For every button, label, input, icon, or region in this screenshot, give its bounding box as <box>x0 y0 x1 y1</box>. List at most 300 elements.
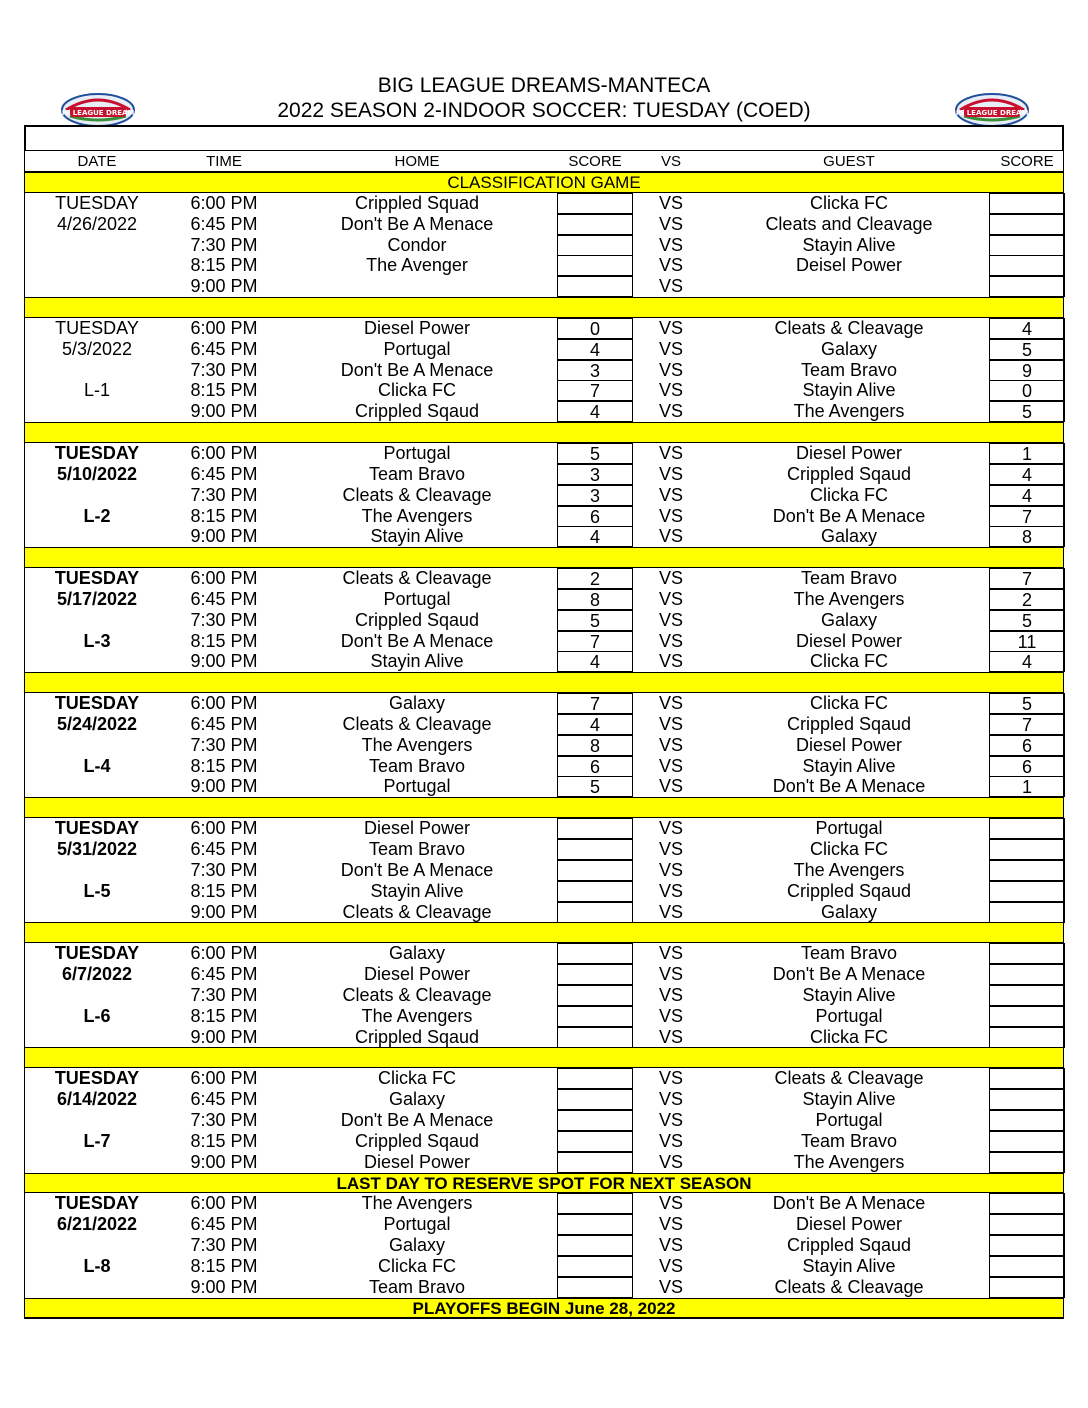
game-row <box>25 1068 1063 1089</box>
guest-score-box[interactable] <box>989 902 1065 923</box>
guest-score-box[interactable] <box>989 276 1065 297</box>
vs-label: VS <box>658 213 683 234</box>
home-score-box[interactable]: 2 <box>557 568 633 589</box>
time-cell: 7:30 PM <box>190 1109 258 1130</box>
date-cell: TUESDAY <box>54 568 140 589</box>
home-team-cell: Cleats & Cleavage <box>342 901 492 922</box>
vs-label: VS <box>658 234 683 255</box>
home-score-box[interactable]: 7 <box>557 693 633 714</box>
home-team-cell: Portugal <box>383 1214 451 1235</box>
home-team-cell: Condor <box>387 234 447 255</box>
home-score-box[interactable] <box>557 1152 633 1173</box>
home-score-box[interactable]: 4 <box>557 339 633 360</box>
banner-text: CLASSIFICATION GAME <box>447 173 641 192</box>
guest-score-box[interactable]: 5 <box>989 339 1065 360</box>
game-row <box>25 1152 1063 1173</box>
home-score-box[interactable]: 4 <box>557 714 633 735</box>
home-score-box[interactable]: 8 <box>557 589 633 610</box>
game-row <box>25 1193 1063 1214</box>
guest-team-cell: Crippled Sqaud <box>786 1235 912 1256</box>
date-cell: TUESDAY <box>54 693 140 714</box>
vs-label: VS <box>658 1089 683 1110</box>
time-cell: 6:45 PM <box>190 213 258 234</box>
game-row <box>25 1027 1063 1048</box>
vs-label: VS <box>658 1151 683 1172</box>
time-cell: 8:15 PM <box>190 505 258 526</box>
game-row <box>25 485 1063 506</box>
guest-team-cell: Cleats and Cleavage <box>765 213 933 234</box>
date-cell: TUESDAY <box>54 442 140 463</box>
date-cell: TUESDAY <box>54 1193 140 1214</box>
guest-score-box[interactable]: 8 <box>989 526 1065 547</box>
guest-score-box[interactable] <box>989 1068 1065 1089</box>
guest-team-cell: Diesel Power <box>795 442 903 463</box>
game-row <box>25 193 1063 214</box>
game-row <box>25 735 1063 756</box>
home-score-box[interactable]: 8 <box>557 735 633 756</box>
game-row <box>25 756 1063 777</box>
vs-label: VS <box>658 276 683 297</box>
time-cell: 7:30 PM <box>190 484 258 505</box>
time-cell: 8:15 PM <box>190 880 258 901</box>
game-row <box>25 1089 1063 1110</box>
guest-score-box[interactable] <box>989 1256 1065 1277</box>
guest-score-box[interactable] <box>989 255 1065 276</box>
guest-team-cell: The Avengers <box>793 1151 905 1172</box>
time-cell: 6:45 PM <box>190 463 258 484</box>
home-score-box[interactable] <box>557 276 633 297</box>
guest-score-box[interactable] <box>989 1193 1065 1214</box>
guest-team-cell: Team Bravo <box>800 359 898 380</box>
home-team-cell: Portugal <box>383 776 451 797</box>
vs-label: VS <box>658 1214 683 1235</box>
guest-team-cell: Don't Be A Menace <box>772 1193 926 1214</box>
home-score-box[interactable]: 7 <box>557 380 633 401</box>
guest-team-cell: Deisel Power <box>795 255 903 276</box>
date-cell: 6/14/2022 <box>56 1089 138 1110</box>
date-cell: 6/7/2022 <box>61 964 133 985</box>
home-team-cell: Portugal <box>383 442 451 463</box>
home-team-cell: Portugal <box>383 588 451 609</box>
column-header-guest-score: SCORE <box>1000 153 1054 170</box>
date-cell: L-5 <box>83 880 111 901</box>
game-row <box>25 506 1063 527</box>
home-score-box[interactable]: 4 <box>557 651 633 672</box>
time-cell: 6:00 PM <box>190 1193 258 1214</box>
time-cell: 7:30 PM <box>190 734 258 755</box>
guest-team-cell: Galaxy <box>820 901 878 922</box>
vs-label: VS <box>658 651 683 672</box>
guest-score-box[interactable] <box>989 1152 1065 1173</box>
game-row <box>25 360 1063 381</box>
home-score-box[interactable] <box>557 860 633 881</box>
date-cell: 5/24/2022 <box>56 713 138 734</box>
vs-label: VS <box>658 713 683 734</box>
game-row <box>25 631 1063 652</box>
home-team-cell: Crippled Squad <box>354 192 480 213</box>
game-row <box>25 881 1063 902</box>
vs-label: VS <box>658 1276 683 1297</box>
home-team-cell: Stayin Alive <box>370 880 464 901</box>
time-cell: 6:00 PM <box>190 192 258 213</box>
date-cell: 5/17/2022 <box>56 588 138 609</box>
guest-score-box[interactable]: 4 <box>989 318 1065 339</box>
home-score-box[interactable]: 4 <box>557 526 633 547</box>
guest-score-box[interactable]: 4 <box>989 464 1065 485</box>
vs-label: VS <box>658 255 683 276</box>
time-cell: 6:45 PM <box>190 839 258 859</box>
time-cell: 6:00 PM <box>190 1068 258 1089</box>
time-cell: 6:00 PM <box>190 693 258 714</box>
home-score-box[interactable] <box>557 881 633 902</box>
guest-team-cell: Team Bravo <box>800 568 898 589</box>
home-score-box[interactable] <box>557 1006 633 1027</box>
home-score-box[interactable]: 5 <box>557 610 633 631</box>
game-row <box>25 255 1063 276</box>
vs-label: VS <box>658 776 683 797</box>
guest-score-box[interactable]: 0 <box>989 380 1065 401</box>
date-cell: L-7 <box>83 1130 111 1151</box>
guest-score-box[interactable]: 7 <box>989 714 1065 735</box>
home-team-cell: Team Bravo <box>368 1276 466 1297</box>
home-team-cell: Clicka FC <box>377 380 456 401</box>
vs-label: VS <box>658 839 683 859</box>
home-team-cell: The Avengers <box>361 505 473 526</box>
game-row <box>25 1235 1063 1256</box>
home-score-box[interactable]: 3 <box>557 360 633 381</box>
time-cell: 8:15 PM <box>190 255 258 276</box>
time-cell: 6:00 PM <box>190 317 258 338</box>
game-row <box>25 443 1063 464</box>
date-cell: TUESDAY <box>54 943 140 964</box>
home-team-cell: Team Bravo <box>368 755 466 776</box>
home-score-box[interactable] <box>557 1235 633 1256</box>
time-cell: 6:45 PM <box>190 1214 258 1235</box>
time-cell: 9:00 PM <box>190 776 258 797</box>
guest-team-cell: Don't Be A Menace <box>772 964 926 985</box>
guest-score-box[interactable] <box>989 964 1065 985</box>
vs-label: VS <box>658 505 683 526</box>
time-cell: 7:30 PM <box>190 234 258 255</box>
date-cell: L-4 <box>83 755 111 776</box>
time-cell: 6:45 PM <box>190 1089 258 1110</box>
home-score-box[interactable] <box>557 1193 633 1214</box>
game-row <box>25 568 1063 589</box>
home-score-box[interactable] <box>557 1256 633 1277</box>
banner-row <box>25 422 1063 443</box>
guest-score-box[interactable]: 2 <box>989 589 1065 610</box>
guest-score-box[interactable]: 11 <box>989 631 1065 652</box>
game-row <box>25 526 1063 547</box>
game-row <box>25 1006 1063 1027</box>
home-score-box[interactable] <box>557 1214 633 1235</box>
home-score-box[interactable] <box>557 839 633 860</box>
vs-label: VS <box>658 901 683 922</box>
time-cell: 7:30 PM <box>190 984 258 1005</box>
home-score-box[interactable] <box>557 1110 633 1131</box>
home-team-cell: The Avenger <box>366 255 468 276</box>
home-team-cell: Galaxy <box>388 1235 446 1256</box>
guest-team-cell: Portugal <box>815 818 883 839</box>
guest-score-box[interactable] <box>989 1277 1065 1298</box>
game-row <box>25 589 1063 610</box>
page-title: BIG LEAGUE DREAMS-MANTECA <box>377 74 711 97</box>
time-cell: 7:30 PM <box>190 859 258 880</box>
guest-score-box[interactable]: 4 <box>989 651 1065 672</box>
time-cell: 9:00 PM <box>190 651 258 672</box>
guest-team-cell: Diesel Power <box>795 734 903 755</box>
game-row <box>25 985 1063 1006</box>
game-row <box>25 902 1063 923</box>
time-cell: 8:15 PM <box>190 1255 258 1276</box>
guest-team-cell: Don't Be A Menace <box>772 776 926 797</box>
guest-score-box[interactable] <box>989 985 1065 1006</box>
home-score-box[interactable] <box>557 985 633 1006</box>
date-cell: TUESDAY <box>55 192 139 213</box>
vs-label: VS <box>658 317 683 338</box>
guest-team-cell: Don't Be A Menace <box>772 505 926 526</box>
guest-score-box[interactable]: 7 <box>989 506 1065 527</box>
vs-label: VS <box>658 568 683 589</box>
guest-score-box[interactable]: 5 <box>989 693 1065 714</box>
guest-team-cell: Stayin Alive <box>802 380 896 401</box>
guest-team-cell: Team Bravo <box>800 1130 898 1151</box>
home-team-cell: Galaxy <box>388 693 446 714</box>
game-row <box>25 235 1063 256</box>
guest-team-cell: Stayin Alive <box>802 1255 896 1276</box>
home-score-box[interactable] <box>557 1027 633 1048</box>
date-cell: 6/21/2022 <box>56 1214 138 1235</box>
guest-team-cell: The Avengers <box>793 401 905 422</box>
game-row <box>25 860 1063 881</box>
home-team-cell: Cleats & Cleavage <box>342 568 492 589</box>
column-header-home: HOME <box>394 153 440 170</box>
home-team-cell: Stayin Alive <box>370 651 464 672</box>
vs-label: VS <box>658 401 683 422</box>
date-cell: L-6 <box>83 1005 111 1026</box>
time-cell: 8:15 PM <box>190 630 258 651</box>
table-header-row <box>25 150 1063 172</box>
home-team-cell: Crippled Sqaud <box>354 1130 480 1151</box>
vs-label: VS <box>658 1109 683 1130</box>
guest-team-cell: Cleats & Cleavage <box>774 1068 924 1089</box>
home-score-box[interactable] <box>557 1068 633 1089</box>
home-team-cell: Clicka FC <box>377 1255 456 1276</box>
game-row <box>25 693 1063 714</box>
time-cell: 6:00 PM <box>190 943 258 964</box>
home-team-cell: Team Bravo <box>368 839 466 859</box>
banner-row <box>25 797 1063 818</box>
table-top-frame <box>24 125 1064 150</box>
time-cell: 9:00 PM <box>190 401 258 422</box>
home-team-cell: Cleats & Cleavage <box>342 484 492 505</box>
home-team-cell: The Avengers <box>361 1005 473 1026</box>
time-cell: 7:30 PM <box>190 1235 258 1256</box>
game-row <box>25 380 1063 401</box>
guest-score-box[interactable]: 1 <box>989 443 1065 464</box>
home-team-cell: Crippled Sqaud <box>354 609 480 630</box>
vs-label: VS <box>658 588 683 609</box>
home-score-box[interactable] <box>557 964 633 985</box>
home-score-box[interactable] <box>557 1277 633 1298</box>
guest-score-box[interactable] <box>989 1006 1065 1027</box>
game-row <box>25 610 1063 631</box>
home-score-box[interactable] <box>557 943 633 964</box>
vs-label: VS <box>658 734 683 755</box>
home-score-box[interactable] <box>557 214 633 235</box>
guest-team-cell: The Avengers <box>793 588 905 609</box>
vs-label: VS <box>658 192 683 213</box>
vs-label: VS <box>658 630 683 651</box>
home-team-cell: Don't Be A Menace <box>340 1109 494 1130</box>
vs-label: VS <box>658 338 683 359</box>
home-team-cell: Diesel Power <box>363 317 471 338</box>
home-team-cell: Don't Be A Menace <box>340 213 494 234</box>
guest-team-cell: Cleats & Cleavage <box>774 1276 924 1297</box>
home-score-box[interactable]: 5 <box>557 776 633 797</box>
time-cell: 6:45 PM <box>190 713 258 734</box>
vs-label: VS <box>658 755 683 776</box>
guest-score-box[interactable]: 9 <box>989 360 1065 381</box>
guest-score-box[interactable] <box>989 818 1065 839</box>
home-team-cell: Don't Be A Menace <box>340 359 494 380</box>
svg-text:BIG LEAGUE DREAMS: BIG LEAGUE DREAMS <box>950 109 1034 117</box>
time-cell: 8:15 PM <box>190 1130 258 1151</box>
date-cell: L-3 <box>83 630 111 651</box>
vs-label: VS <box>658 526 683 547</box>
home-team-cell: Galaxy <box>388 1089 446 1110</box>
guest-score-box[interactable]: 5 <box>989 610 1065 631</box>
game-row <box>25 1277 1063 1298</box>
guest-score-box[interactable]: 7 <box>989 568 1065 589</box>
game-row <box>25 339 1063 360</box>
vs-label: VS <box>658 380 683 401</box>
guest-score-box[interactable] <box>989 943 1065 964</box>
guest-team-cell: Stayin Alive <box>802 984 896 1005</box>
home-score-box[interactable] <box>557 818 633 839</box>
home-score-box[interactable]: 4 <box>557 401 633 422</box>
guest-score-box[interactable] <box>989 1235 1065 1256</box>
guest-score-box[interactable]: 6 <box>989 735 1065 756</box>
time-cell: 6:00 PM <box>190 818 258 839</box>
guest-team-cell: Galaxy <box>820 609 878 630</box>
guest-score-box[interactable] <box>989 1110 1065 1131</box>
guest-score-box[interactable] <box>989 1027 1065 1048</box>
date-cell: TUESDAY <box>54 1068 140 1089</box>
date-cell: 5/10/2022 <box>56 463 138 484</box>
banner-row <box>25 1173 1063 1194</box>
guest-team-cell: Crippled Sqaud <box>786 713 912 734</box>
guest-team-cell: The Avengers <box>793 859 905 880</box>
home-team-cell: Diesel Power <box>363 818 471 839</box>
guest-score-box[interactable] <box>989 860 1065 881</box>
column-header-date: DATE <box>77 153 117 170</box>
page-subtitle: 2022 SEASON 2-INDOOR SOCCER: TUESDAY (COED) <box>277 99 811 122</box>
home-team-cell: Crippled Sqaud <box>354 1026 480 1047</box>
vs-label: VS <box>658 1193 683 1214</box>
guest-score-box[interactable] <box>989 1131 1065 1152</box>
date-cell: L-1 <box>83 380 110 401</box>
game-row <box>25 964 1063 985</box>
game-row <box>25 776 1063 797</box>
guest-team-cell: Galaxy <box>820 338 878 359</box>
home-score-box[interactable]: 0 <box>557 318 633 339</box>
time-cell: 9:00 PM <box>190 276 258 297</box>
guest-team-cell: Crippled Sqaud <box>786 880 912 901</box>
vs-label: VS <box>658 859 683 880</box>
home-score-box[interactable] <box>557 1089 633 1110</box>
home-score-box[interactable]: 6 <box>557 756 633 777</box>
game-row <box>25 818 1063 839</box>
time-cell: 9:00 PM <box>190 526 258 547</box>
guest-score-box[interactable] <box>989 881 1065 902</box>
home-score-box[interactable]: 5 <box>557 443 633 464</box>
guest-score-box[interactable] <box>989 235 1065 256</box>
column-header-vs: VS <box>660 153 681 170</box>
vs-label: VS <box>658 1255 683 1276</box>
guest-score-box[interactable]: 1 <box>989 776 1065 797</box>
home-score-box[interactable] <box>557 255 633 276</box>
home-score-box[interactable]: 7 <box>557 631 633 652</box>
guest-score-box[interactable] <box>989 214 1065 235</box>
guest-score-box[interactable] <box>989 1089 1065 1110</box>
game-row <box>25 464 1063 485</box>
vs-label: VS <box>658 1235 683 1256</box>
game-row <box>25 1110 1063 1131</box>
guest-team-cell: Stayin Alive <box>802 234 896 255</box>
game-row <box>25 1214 1063 1235</box>
home-team-cell: Team Bravo <box>368 463 466 484</box>
game-row <box>25 401 1063 422</box>
home-team-cell: The Avengers <box>361 734 473 755</box>
home-score-box[interactable] <box>557 193 633 214</box>
date-cell: TUESDAY <box>54 818 140 839</box>
guest-score-box[interactable] <box>989 1214 1065 1235</box>
home-score-box[interactable] <box>557 235 633 256</box>
date-cell: L-8 <box>83 1255 111 1276</box>
time-cell: 6:00 PM <box>190 442 258 463</box>
home-score-box[interactable]: 6 <box>557 506 633 527</box>
home-score-box[interactable]: 3 <box>557 485 633 506</box>
home-score-box[interactable]: 3 <box>557 464 633 485</box>
guest-score-box[interactable]: 6 <box>989 756 1065 777</box>
vs-label: VS <box>658 984 683 1005</box>
guest-score-box[interactable] <box>989 193 1065 214</box>
date-cell: 5/31/2022 <box>56 839 138 859</box>
guest-score-box[interactable]: 5 <box>989 401 1065 422</box>
home-score-box[interactable] <box>557 1131 633 1152</box>
vs-label: VS <box>658 818 683 839</box>
guest-score-box[interactable]: 4 <box>989 485 1065 506</box>
banner-text: PLAYOFFS BEGIN June 28, 2022 <box>412 1298 676 1318</box>
home-score-box[interactable] <box>557 902 633 923</box>
vs-label: VS <box>658 964 683 985</box>
time-cell: 9:00 PM <box>190 1276 258 1297</box>
guest-team-cell: Diesel Power <box>795 1214 903 1235</box>
home-team-cell: Clicka FC <box>377 1068 456 1089</box>
home-team-cell: Cleats & Cleavage <box>342 984 492 1005</box>
guest-team-cell: Clicka FC <box>809 1026 888 1047</box>
vs-label: VS <box>658 609 683 630</box>
vs-label: VS <box>658 943 683 964</box>
vs-label: VS <box>658 1068 683 1089</box>
banner-text: LAST DAY TO RESERVE SPOT FOR NEXT SEASON <box>336 1173 752 1193</box>
banner-row <box>25 547 1063 568</box>
guest-team-cell: Portugal <box>815 1109 883 1130</box>
guest-score-box[interactable] <box>989 839 1065 860</box>
home-team-cell: Cleats & Cleavage <box>342 713 492 734</box>
guest-team-cell: Galaxy <box>820 526 878 547</box>
